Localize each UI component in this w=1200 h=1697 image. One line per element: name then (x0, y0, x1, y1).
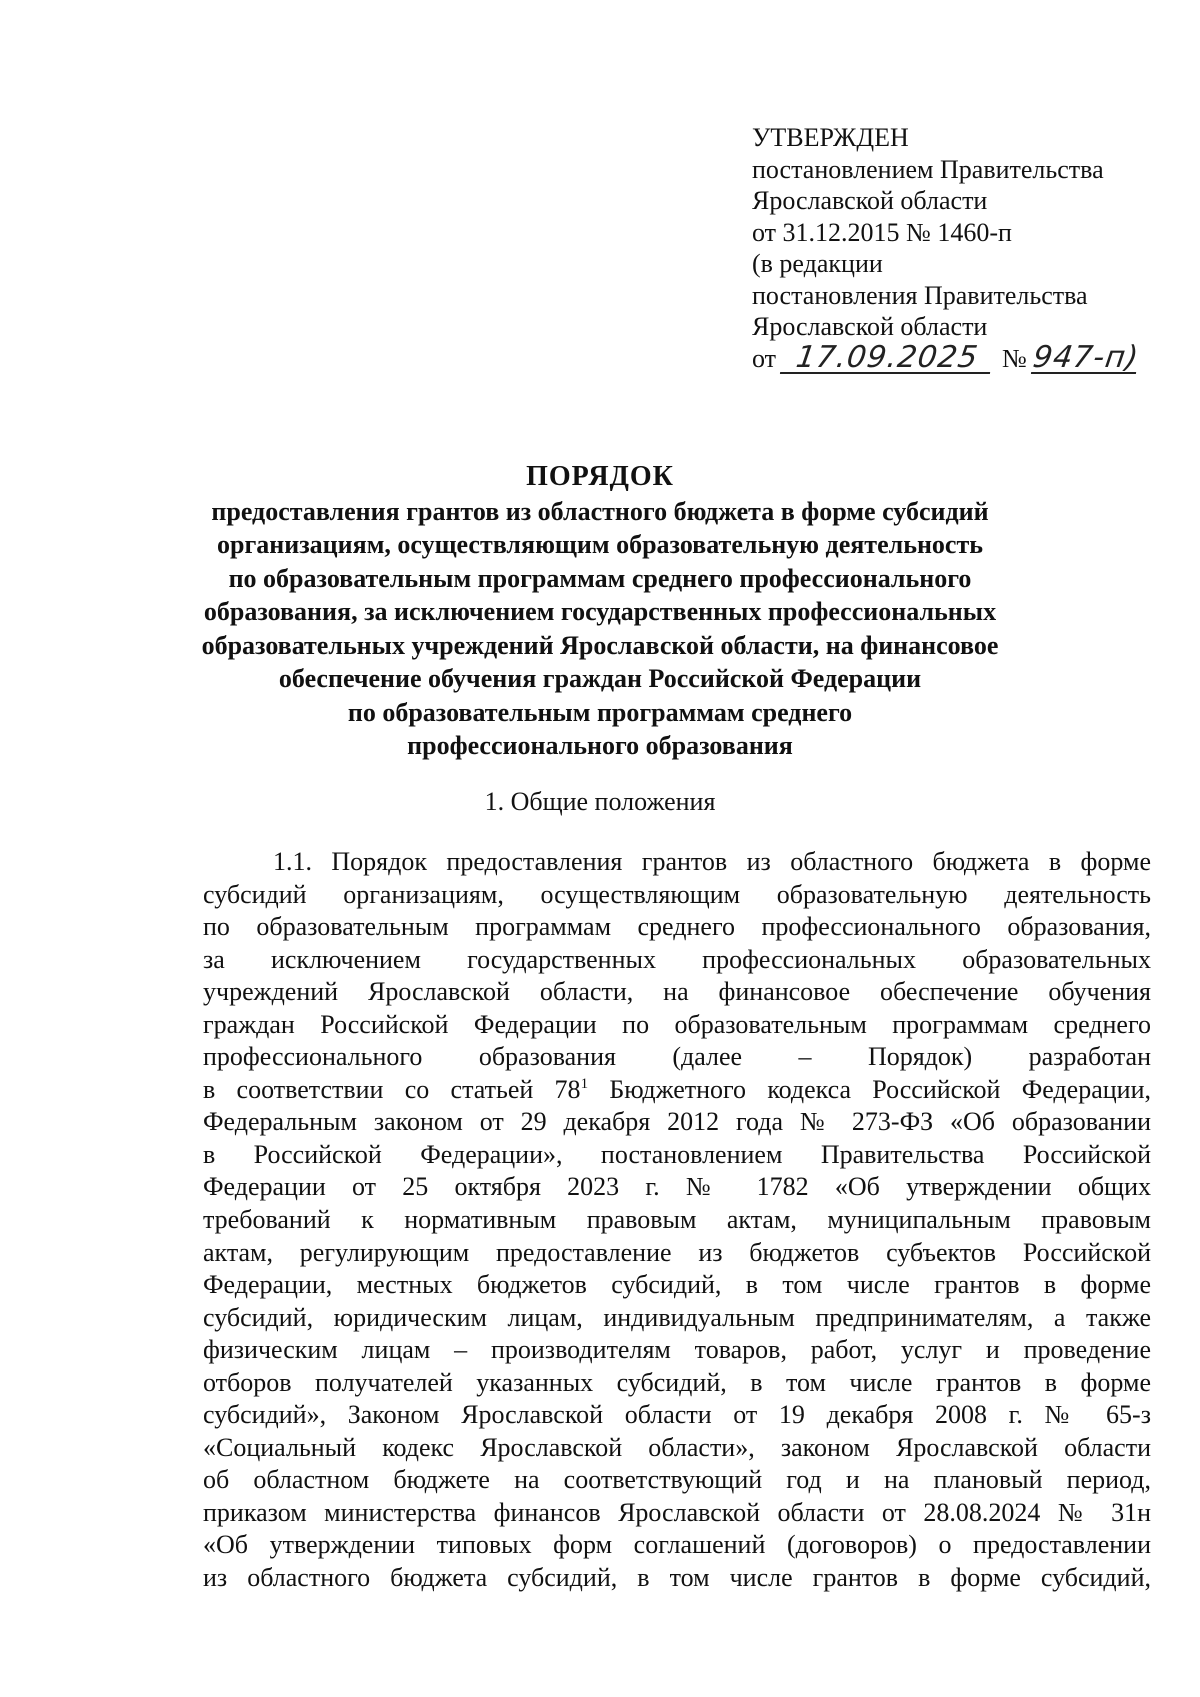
paragraph-line-with-footnote (203, 1074, 1151, 1107)
superscript: 1 (580, 1075, 589, 1092)
paragraph-line: по образовательным программам среднего профессионального образования, (203, 912, 1151, 942)
title-main: ПОРЯДОК (526, 461, 674, 492)
paragraph-line: отборов получателей указанных субсидий, в том числе грантов в форме (203, 1367, 1151, 1397)
paragraph-line: Федерации от 25 октября 2023 г. № 1782 «Об утверждении общих (203, 1172, 1151, 1202)
title-line: по образовательным программам среднего профессионального (228, 563, 972, 593)
line-text: Бюджетного кодекса Российской Федерации, (588, 1074, 1151, 1104)
paragraph-line: за исключением государственных профессиональных образовательных (203, 944, 1151, 974)
title-line: образовательных учреждений Ярославской области, на финансовое (201, 630, 999, 660)
title-line: образования, за исключением государственных профессиональных (203, 597, 997, 626)
paragraph-line: субсидий организациям, осуществляющим образовательную деятельность (203, 879, 1151, 909)
approval-line: (в редакции (752, 249, 883, 278)
paragraph-line: физическим лицам – производителям товаров, работ, услуг и проведение (203, 1335, 1151, 1365)
paragraph-line: профессионального образования (далее – Порядок) разработан (203, 1042, 1151, 1072)
section-heading: 1. Общие положения (484, 787, 716, 816)
handwritten-number: 947-п) (1030, 339, 1141, 375)
paragraph-line: Федеральным законом от 29 декабря 2012 года № 273-ФЗ «Об образовании (203, 1107, 1151, 1137)
approval-line: Ярославской области (752, 186, 988, 215)
document-title (150, 460, 1050, 763)
paragraph-line: в Российской Федерации», постановлением Правительства Российской (203, 1139, 1151, 1169)
approval-line: постановлением Правительства (752, 154, 1104, 184)
line-text: в соответствии со статьей 78 (203, 1074, 581, 1104)
from-label: от (752, 343, 777, 373)
approval-line: постановления Правительства (752, 280, 1088, 310)
number-sign: № (1002, 343, 1027, 373)
title-line: организациям, осуществляющим образовательную деятельность (216, 530, 983, 559)
amendment-date-line (752, 339, 1152, 375)
paragraph-line: 1.1. Порядок предоставления грантов из областного бюджета в форме (273, 847, 1151, 876)
title-line: профессионального образования (407, 731, 793, 760)
paragraph-line: об областном бюджете на соответствующий год и на плановый период, (203, 1465, 1151, 1495)
title-line: обеспечение обучения граждан Российской Федерации (278, 664, 922, 693)
handwritten-date: 17.09.2025 (780, 344, 994, 374)
approval-line: от 31.12.2015 № 1460-п (752, 217, 1012, 247)
title-line: предоставления грантов из областного бюджета в форме субсидий (211, 496, 989, 526)
paragraph-line: «Социальный кодекс Ярославской области», законом Ярославской области (203, 1432, 1151, 1462)
paragraph-line: граждан Российской Федерации по образовательным программам среднего (203, 1009, 1151, 1039)
approval-line: Ярославской области (752, 312, 988, 341)
paragraph-line: Федерации, местных бюджетов субсидий, в том числе грантов в форме (203, 1270, 1151, 1300)
title-line: по образовательным программам среднего (347, 697, 853, 727)
approval-stamp (752, 122, 1152, 374)
paragraph-line: актам, регулирующим предоставление из бюджетов субъектов Российской (203, 1237, 1151, 1267)
paragraph-line: «Об утверждении типовых форм соглашений (договоров) о предоставлении (203, 1530, 1151, 1560)
paragraph-1-1 (203, 846, 1151, 1595)
paragraph-line: учреждений Ярославской области, на финансовое обеспечение обучения (203, 977, 1151, 1007)
approval-line: УТВЕРЖДЕН (752, 123, 909, 152)
paragraph-line: требований к нормативным правовым актам, муниципальным правовым (203, 1205, 1151, 1235)
paragraph-line: субсидий», Законом Ярославской области от 19 декабря 2008 г. № 65-з (203, 1400, 1151, 1430)
paragraph-line: субсидий, юридическим лицам, индивидуальным предпринимателям, а также (203, 1302, 1151, 1332)
paragraph-line: приказом министерства финансов Ярославской области от 28.08.2024 № 31н (203, 1497, 1151, 1527)
paragraph-line: из областного бюджета субсидий, в том числе грантов в форме субсидий, (203, 1563, 1151, 1593)
